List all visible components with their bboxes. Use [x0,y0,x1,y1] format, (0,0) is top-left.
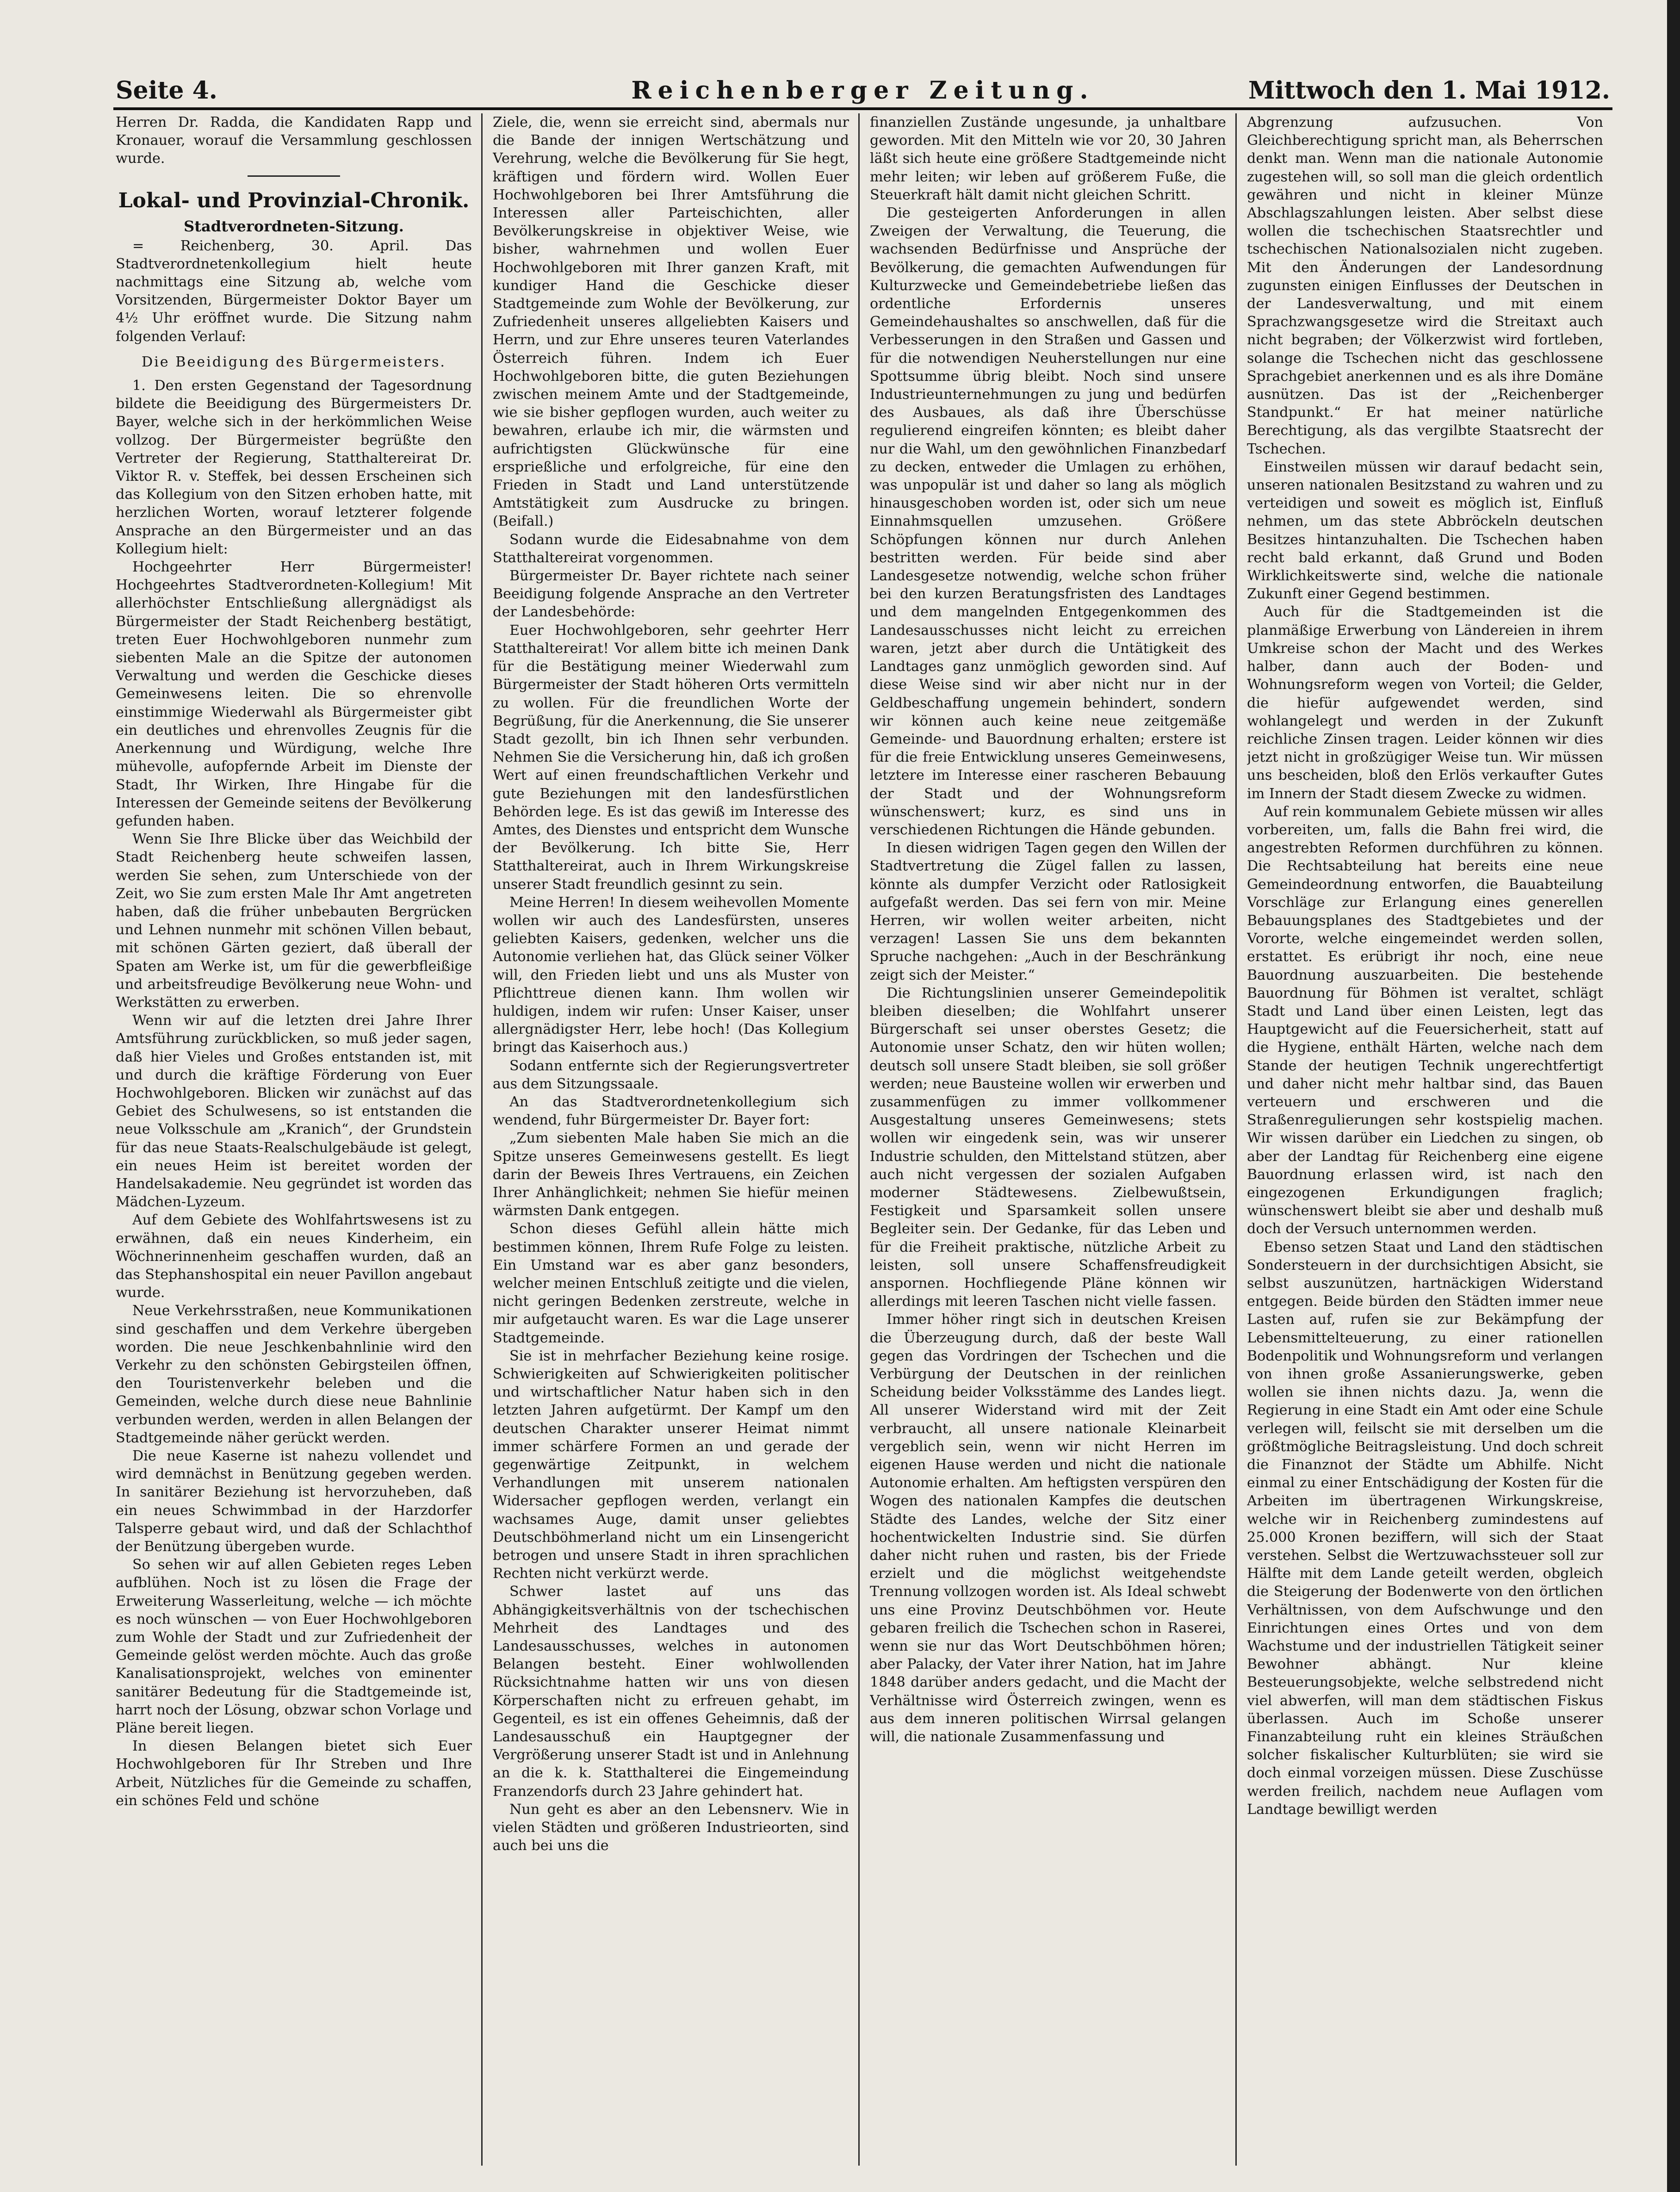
paragraph: Neue Verkehrsstraßen, neue Kommunikationen sind geschaffen und dem Verkehre übergeben worden. Die neue Jeschkenbahnlinie wird den Verkehr zu den schönsten Gebirgsteilen öffnen, den Touristenverkehr beleben und die Gemeinden, welche durch diese neue Bahnlinie verbunden werden, werden in allen Belangen der Stadtgemeinde näher gerückt werden. [116,1303,472,1446]
article-subtitle: Die Beeidigung des Bürgermeisters. [141,354,446,370]
column-4 [1247,113,1603,2166]
paragraph: = Reichenberg, 30. April. Das Stadtverordnetenkollegium hielt heute nachmittags eine Sitzung ab, welche vom Vorsitzenden, Bürgermeister Doktor Bayer um 4½ Uhr eröffnet wurde. Die Sitzung nahm folgenden Verlauf: [116,237,472,345]
paragraph: So sehen wir auf allen Gebieten reges Leben aufblühen. Noch ist zu lösen die Frage der Erweiterung Wasserleitung, welche — ich möchte es noch wünschen — von Euer Hochwohlgeboren zum Wohle der Stadt und zur Zufriedenheit der Gemeinde gelöst werden möchte. Auch das große Kanalisationsprojekt, welches von eminenter sanitärer Bedeutung für die Stadtgemeinde ist, harrt noch der Lösung, obzwar schon Vorlage und Pläne bereit liegen. [116,1557,472,1737]
paragraph: Sodann wurde die Eidesabnahme von dem Statthaltereirat vorgenommen. [493,531,849,566]
paragraph: Auf dem Gebiete des Wohlfahrtswesens ist zu erwähnen, daß ein neues Kinderheim, ein Wöchnerinnenheim geschaffen wurden, daß an das Stephanshospital ein neuer Pavillon angebaut wurde. [116,1212,472,1301]
paragraph: Die neue Kaserne ist nahezu vollendet und wird demnächst in Benützung gegeben werden. In sanitärer Beziehung ist hervorzuheben, daß ein neues Schwimmbad in der Harzdorfer Talsperre gebaut wird, und daß der Schlachthof der Benützung übergeben wurde. [116,1448,472,1555]
header-rule [113,107,1612,110]
paragraph: Immer höher ringt sich in deutschen Kreisen die Überzeugung durch, daß der beste Wall gegen das Vordringen der Tschechen und die Verbürgung der Deutschen in der reinlichen Scheidung beider Volksstämme des Landes liegt. All unserer Widerstand wird mit der Zeit verbraucht, all unsere nationale Kleinarbeit vergeblich sein, wenn wir nicht Herren im eigenen Hause werden und nicht die nationale Autonomie erhalten. Am heftigsten verspüren den Wogen des nationalen Kampfes die deutschen Städte des Landes, welche der Sitz einer hochentwickelten Industrie sind. Sie dürfen daher nicht ruhen und rasten, bis der Friede erzielt und die möglichst weitgehendste Trennung vollzogen worden ist. Als Ideal schwebt uns eine Provinz Deutschböhmen vor. Heute gebaren freilich die Tschechen schon in Raserei, wenn sie nur das Wort Deutschböhmen hören; aber Palacky, der Vater ihrer Nation, hat im Jahre 1848 darüber anders gedacht, und die Macht der Verhältnisse wird Österreich zwingen, wenn es aus dem inneren politischen Wirrsal gelangen will, die nationale Zusammenfassung und [870,1311,1226,1745]
paragraph: Ebenso setzen Staat und Land den städtischen Sondersteuern in der durchsichtigen Absicht, sie selbst auszunützen, hartnäckigen Widerstand entgegen. Beide bürden den Städten immer neue Lasten auf, rufen sie zur Bekämpfung der Lebensmittelteuerung, zu einer rationellen Bodenpolitik und Wohnungsreform und verlangen von ihnen große Assanierungswerke, geben wollen sie ihnen nichts dazu. Ja, wenn die Regierung in eine Stadt ein Amt oder eine Schule verlegen will, feilscht sie mit derselben um die größtmögliche Beitragsleistung. Und doch schreit die Finanznot der Städte um Abhilfe. Nicht einmal zu einer Entschädigung der Kosten für die Arbeiten im übertragenen Wirkungskreise, welche wir in Reichenberg zumindestens auf 25.000 Kronen beziffern, will sich der Staat verstehen. Selbst die Wertzuwachssteuer soll zur Hälfte mit dem Lande geteilt werden, obgleich die Steigerung der Bodenwerte von den örtlichen Verhältnissen, von dem Aufschwunge und den Einrichtungen eines Ortes und von dem Wachstume und der industriellen Tätigkeit seiner Bewohner abhängt. Nur kleine Besteuerungsobjekte, welche selbstredend nicht viel abwerfen, will man dem städtischen Fiskus überlassen. Auch im Schoße unserer Finanzabteilung ruht ein kleines Sträußchen solcher fiskalischer Kulturblüten; sie wird sie doch einmal vorzeigen müssen. Diese Zuschüsse werden freilich, nachdem neue Auflagen vom Landtage bewilligt werden [1247,1239,1603,1818]
paragraph: In diesen Belangen bietet sich Euer Hochwohlgeboren für Ihr Streben und Ihre Arbeit, Nützliches für die Gemeinde zu schaffen, ein schönes Feld und schöne [116,1738,472,1809]
paragraph: Schon dieses Gefühl allein hätte mich bestimmen können, Ihrem Rufe Folge zu leisten. Ein Umstand war es aber ganz besonders, welcher meinen Entschluß zeitigte und die vielen, nicht geringen Bedenken zerstreute, welche in mir aufgetaucht waren. Es war die Lage unserer Stadtgemeinde. [493,1221,849,1346]
section-heading: Lokal- und Provinzial-Chronik. [118,188,470,212]
page-number: Seite 4. [116,76,217,105]
paragraph: In diesen widrigen Tagen gegen den Willen der Stadtvertretung die Zügel fallen zu lassen, könnte als dumpfer Verzicht oder Ratlosigkeit aufgefaßt werden. Das sei fern von mir. Meine Herren, wir wollen weiter arbeiten, nicht verzagen! Lassen Sie uns dem bekannten Spruche nachgehen: „Auch in der Beschränkung zeigt sich der Meister.“ [870,840,1226,983]
paragraph: Auch für die Stadtgemeinden ist die planmäßige Erwerbung von Ländereien in ihrem Umkreise schon der Macht und des Werkes halber, dann auch der Boden- und Wohnungsreform wegen von Vorteil; die Gelder, die hiefür aufgewendet werden, sind wohlangelegt und werden in der Zukunft reichliche Zinsen tragen. Leider können wir dies jetzt nicht in großzügiger Weise tun. Wir müssen uns bescheiden, bloß den Erlös verkaufter Gutes im Innern der Stadt diesem Zwecke zu widmen. [1247,604,1603,802]
paragraph: Meine Herren! In diesem weihevollen Momente wollen wir auch des Landesfürsten, unseres geliebten Kaisers, gedenken, welcher uns die Autonomie verliehen hat, das Glück seiner Völker will, den Frieden liebt und uns als Muster von Pflichttreue dienen kann. Ihm wollen wir huldigen, indem wir rufen: Unser Kaiser, unser allergnädigster Herr, lebe hoch! (Das Kollegium bringt das Kaiserhoch aus.) [493,894,849,1056]
paragraph: Einstweilen müssen wir darauf bedacht sein, unseren nationalen Besitzstand zu wahren und zu verteidigen und soweit es möglich ist, Einfluß nehmen, um das stete Abbröckeln deutschen Besitzes hintanzuhalten. Die Tschechen haben recht bald erkannt, daß Grund und Boden Wirklichkeitswerte sind, welche die nationale Zukunft einer Gegend bestimmen. [1247,459,1603,602]
paragraph: Wenn wir auf die letzten drei Jahre Ihrer Amtsführung zurückblicken, so muß jeder sagen, daß hier Vieles und Großes entstanden ist, mit und durch die kräftige Förderung von Euer Hochwohlgeboren. Blicken wir zunächst auf das Gebiet des Schulwesens, so ist entstanden die neue Volksschule am „Kranich“, der Grundstein für das neue Staats-Realschulgebäude ist gelegt, ein neues Heim ist bereitet worden der Handelsakademie. Neu gegründet ist worden das Mädchen-Lyzeum. [116,1012,472,1211]
paragraph: „Zum siebenten Male haben Sie mich an die Spitze unseres Gemeinwesens gestellt. Es liegt darin der Beweis Ihres Vertrauens, ein Zeichen Ihrer Anhänglichkeit; nehmen Sie hiefür meinen wärmsten Dank entgegen. [493,1130,849,1219]
paragraph: Herren Dr. Radda, die Kandidaten Rapp und Kronauer, worauf die Versammlung geschlossen wurde. [116,114,472,167]
newspaper-title: Reichenberger Zeitung. [631,76,1095,105]
paragraph: Sie ist in mehrfacher Beziehung keine rosige. Schwierigkeiten auf Schwierigkeiten politischer und wirtschaftlicher Natur haben sich in den letzten Jahren aufgetürmt. Der Kampf um den deutschen Charakter unserer Heimat nimmt immer schärfere Formen an und gerade der gegenwärtige Zeitpunkt, in welchem Verhandlungen mit unserem nationalen Widersacher gepflogen werden, verlangt ein wachsames Auge, damit unser geliebtes Deutschböhmerland nicht um ein Linsengericht betrogen und unsere Stadt in ihren sprachlichen Rechten nicht verkürzt werde. [493,1347,849,1582]
page-header [116,76,1610,109]
paragraph: Auf rein kommunalem Gebiete müssen wir alles vorbereiten, um, falls die Bahn frei wird, die angestrebten Reformen durchführen zu können. Die Rechtsabteilung hat bereits eine neue Gemeindeordnung entworfen, die Bauabteilung Vorschläge zur Erlangung eines generellen Bebauungsplanes des Stadtgebietes und der Vororte, welche eingemeindet werden sollen, erstattet. Es erübrigt ihr noch, eine neue Bauordnung auszuarbeiten. Die bestehende Bauordnung für Böhmen ist veraltet, schlägt Stadt und Land über einen Leisten, legt das Hauptgewicht auf die Feuersicherheit, statt auf die Hygiene, enthält Härten, welche nach dem Stande der heutigen Technik ungerechtfertigt und daher nicht mehr haltbar sind, das Bauen verteuern und erschweren und die Straßenregulierungen sehr kostspielig machen. Wir wissen darüber ein Liedchen zu singen, ob aber der Landtag für Reichenberg eine eigene Bauordnung erlassen wird, ist nach den eingezogenen Erkundigungen fraglich; wünschenswert bleibt sie aber und deshalb muß doch der Versuch unternommen werden. [1247,803,1603,1237]
column-3 [870,113,1226,2166]
paragraph: Schwer lastet auf uns das Abhängigkeitsverhältnis von der tschechischen Mehrheit des Landtages und des Landesausschusses, welches in autonomen Belangen besteht. Einer wohlwollenden Rücksichtnahme hatten wir uns von diesen Körperschaften nicht zu erfreuen gehabt, im Gegenteil, es ist ein offenes Geheimnis, daß der Landesausschuß ein Hauptgegner der Vergrößerung unserer Stadt ist und in Anlehnung an die k. k. Statthalterei die Eingemeindung Franzendorfs durch 23 Jahre gehindert hat. [493,1583,849,1800]
paragraph: Die gesteigerten Anforderungen in allen Zweigen der Verwaltung, die Teuerung, die wachsenden Bedürfnisse und Ansprüche der Bevölkerung, die gemachten Aufwendungen für Kulturzwecke und Gemeindebetriebe ließen das ordentliche Erfordernis unseres Gemeindehaushaltes so anschwellen, daß für die Verbesserungen in den Straßen und Gassen und für die notwendigen Neuherstellungen nur eine Spottsumme übrig bleibt. Noch sind unsere Industrieunternehmungen zu jung und bedürfen des Ausbaues, als daß ihre Überschüsse regulierend eingreifen könnten; es bleibt daher nur die Wahl, um den gewöhnlichen Finanzbedarf zu decken, entweder die Umlagen zu erhöhen, was unpopulär ist und daher so lang als möglich hinausgeschoben worden ist, oder sich um neue Einnahmsquellen umzusehen. Größere Schöpfungen können nur durch Anlehen bestritten werden. Für beide sind aber Landesgesetze notwendig, welche schon früher bei den kurzen Beratungsfristen des Landtages und dem mangelnden Entgegenkommen des Landesausschusses nicht leicht zu erreichen waren, jetzt aber durch die Untätigkeit des Landtages ganz unmöglich geworden sind. Auf diese Weise sind wir aber nicht nur in der Geldbeschaffung ungemein behindert, sondern wir können auch keine neue zeitgemäße Gemeinde- und Bauordnung erhalten; erstere ist für die freie Entwicklung unseres Gemeinwesens, letztere im Interesse einer rascheren Bebauung der Stadt und der Wohnungsreform wünschenswert; kurz, es sind uns in verschiedenen Richtungen die Hände gebunden. [870,205,1226,838]
paragraph: Die Richtungslinien unserer Gemeindepolitik bleiben dieselben; die Wohlfahrt unserer Bürgerschaft sei unser oberstes Gesetz; die Autonomie unser Schatz, den wir hüten wollen; deutsch soll unsere Stadt bleiben, sie soll größer werden; neue Bausteine wollen wir erwerben und zusammenfügen zu immer vollkommener Ausgestaltung unseres Gemeinwesens; stets wollen wir eingedenk sein, was wir unserer Industrie schulden, den Mittelstand stützen, aber auch nicht vergessen der sozialen Aufgaben moderner Städtewesens. Zielbewußtsein, Festigkeit und Sparsamkeit sollen unsere Begleiter sein. Der Gedanke, für das Leben und für die Freiheit praktische, nützliche Arbeit zu leisten, soll unsere Schaffensfreudigkeit anspornen. Hochfliegende Pläne können wir allerdings mit leeren Taschen nicht vielle fassen. [870,985,1226,1310]
column-2 [493,113,849,2166]
paragraph: Nun geht es aber an den Lebensnerv. Wie in vielen Städten und größeren Industrieorten, sind auch bei uns die [493,1801,849,1854]
paragraph: 1. Den ersten Gegenstand der Tagesordnung bildete die Beeidigung des Bürgermeisters Dr. Bayer, welche sich in der herkömmlichen Weise vollzog. Der Bürgermeister begrüßte den Vertreter der Regierung, Statthaltereirat Dr. Viktor R. v. Steffek, bei dessen Erscheinen sich das Kollegium von den Sitzen erhoben hatte, mit herzlichen Worten, worauf letzterer folgende Ansprache an den Bürgermeister und an das Kollegium hielt: [116,378,472,557]
paragraph: Ziele, die, wenn sie erreicht sind, abermals nur die Bande der innigen Wertschätzung und Verehrung, welche die Bevölkerung für Sie hegt, kräftigen und fördern wird. Wollen Euer Hochwohlgeboren bei Ihrer Amtsführung die Interessen aller Parteischichten, aller Bevölkerungskreise in objektiver Weise, wie bisher, wahrnehmen und wollen Euer Hochwohlgeboren mit Ihrer ganzen Kraft, mit kundiger Hand die Geschicke dieser Stadtgemeinde zum Wohle der Bevölkerung, zur Zufriedenheit unseres allgeliebten Kaisers und Herrn, und zur Ehre unseres teuren Vaterlandes Österreich führen. Indem ich Euer Hochwohlgeboren bitte, die guten Beziehungen zwischen meinem Amte und der Stadtgemeinde, wie sie bisher gepflogen wurden, auch weiter zu bewahren, erlaube ich mir, die wärmsten und aufrichtigsten Glückwünsche für eine ersprießliche und erfolgreiche, für eine den Frieden in Stadt und Land unterstützende Amtstätigkeit zum Ausdrucke zu bringen. (Beifall.) [493,114,849,530]
column-separator [1235,113,1237,2166]
column-1 [116,113,472,2166]
issue-date: Mittwoch den 1. Mai 1912. [1248,76,1610,105]
paragraph: Euer Hochwohlgeboren, sehr geehrter Herr Statthaltereirat! Vor allem bitte ich meinen Dank für die Bestätigung meiner Wiederwahl zum Bürgermeister der Stadt höheren Orts vermitteln zu wollen. Für die freundlichen Worte der Begrüßung, für die Anerkennung, die Sie unserer Stadt gezollt, bin ich Ihnen sehr verbunden. Nehmen Sie die Versicherung hin, daß ich großen Wert auf einen freundschaftlichen Verkehr und gute Beziehungen mit den landesfürstlichen Behörden lege. Es ist das gewiß im Interesse des Amtes, des Dienstes und entspricht dem Wunsche der Bevölkerung. Ich bitte Sie, Herr Statthaltereirat, auch in Ihrem Wirkungskreise unserer Stadt freundlich gesinnt zu sein. [493,622,849,893]
paragraph: Abgrenzung aufzusuchen. Von Gleichberechtigung spricht man, als Beherrschen denkt man. Wenn man die nationale Autonomie zugestehen will, so soll man die gleich ordentlich gewähren und nicht in kleiner Münze Abschlagszahlungen leisten. Aber selbst diese wollen die tschechischen Staatsrechtler und tschechischen Nationalsozialen nicht zugeben. Mit den Änderungen der Landesordnung zugunsten einigen Einflusses der Deutschen in der Landesverwaltung, und mit einem Sprachzwangsgesetze wird die Streitaxt auch nicht begraben; der Völkerzwist wird fortleben, solange die Tschechen nicht das geschlossene Sprachgebiet anerkennen und es als ihre Domäne ausnützen. Das ist der „Reichenberger Standpunkt.“ Er hat meiner natürliche Berechtigung, als das vergilbte Staatsrecht der Tschechen. [1247,114,1603,457]
paragraph: An das Stadtverordnetenkollegium sich wendend, fuhr Bürgermeister Dr. Bayer fort: [493,1093,849,1129]
column-separator [858,113,860,2166]
paragraph: finanziellen Zustände ungesunde, ja unhaltbare geworden. Mit den Mitteln wie vor 20, 30 Jahren läßt sich heute eine größere Stadtgemeinde nicht mehr leiten; wir leben auf größerem Fuße, die Steuerkraft hält damit nicht gleichen Schritt. [870,114,1226,203]
paragraph: Bürgermeister Dr. Bayer richtete nach seiner Beeidigung folgende Ansprache an den Vertreter der Landesbehörde: [493,568,849,621]
column-separator [481,113,483,2166]
paragraph: Sodann entfernte sich der Regierungsvertreter aus dem Sitzungssaale. [493,1057,849,1092]
paragraph: Hochgeehrter Herr Bürgermeister! Hochgeehrtes Stadtverordneten-Kollegium! Mit allerhöchster Entschließung allergnädigst als Bürgermeister der Stadt Reichenberg bestätigt, treten Euer Hochwohlgeboren nunmehr zum siebenten Male an die Spitze der autonomen Verwaltung und werden die Geschicke dieses Gemeinwesens leiten. Die so ehrenvolle einstimmige Wiederwahl als Bürgermeister gibt ein deutliches und ehrenvolles Zeugnis für die Anerkennung und Würdigung, welche Ihre mühevolle, aufopfernde Arbeit im Dienste der Stadt, Ihr Wirken, Ihre Hingabe für die Interessen der Gemeinde seitens der Bevölkerung gefunden haben. [116,559,472,829]
paragraph: Wenn Sie Ihre Blicke über das Weichbild der Stadt Reichenberg heute schweifen lassen, werden Sie sehen, zum Unterschiede von der Zeit, wo Sie zum ersten Male Ihr Amt angetreten haben, daß die früher unbebauten Bergrücken und Lehnen nunmehr mit schönen Villen bebaut, mit schönen Gärten geziert, daß überall der Spaten am Werke ist, um für die gewerbfleißige und arbeitsfreudige Bevölkerung neue Wohn- und Werkstätten zu erwerben. [116,831,472,1011]
section-rule [248,175,340,177]
subsection-heading: Stadtverordneten-Sitzung. [184,217,404,235]
